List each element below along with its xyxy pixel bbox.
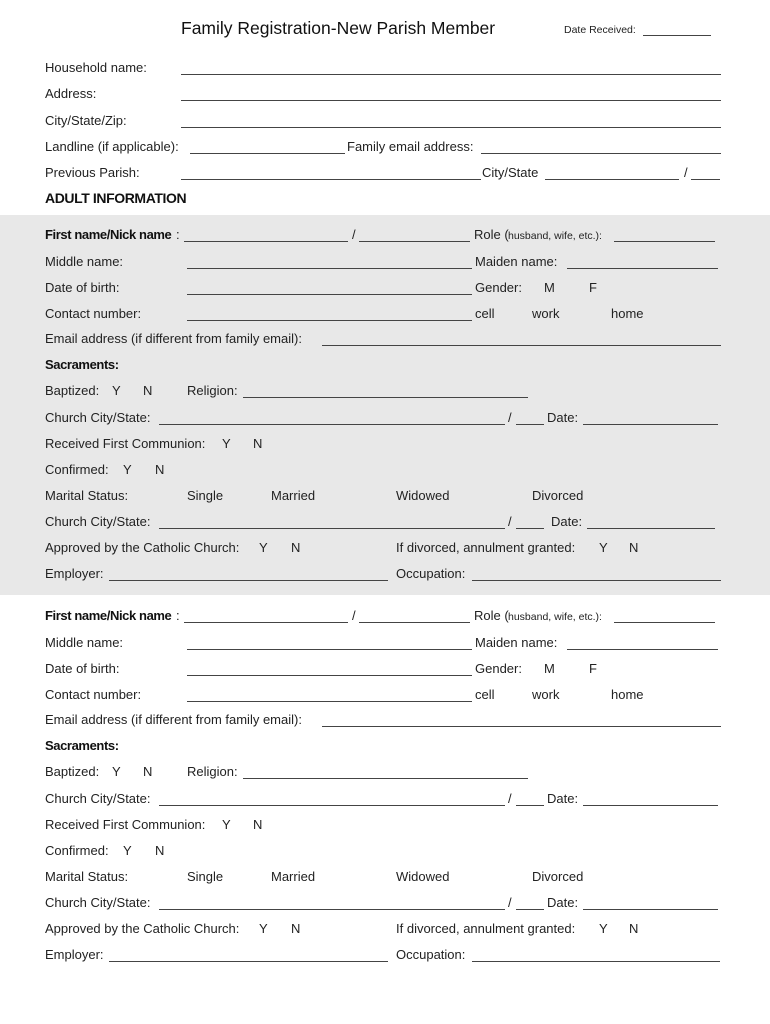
- marital-married-option[interactable]: Married: [271, 869, 316, 884]
- nick-name-field[interactable]: [359, 622, 470, 623]
- marriage-church-city-label: Church City/State:: [45, 514, 151, 529]
- landline-label: Landline (if applicable):: [45, 139, 179, 154]
- date-label: Date:: [551, 514, 583, 529]
- adult-information-heading: ADULT INFORMATION: [45, 190, 187, 206]
- first-communion-label: Received First Communion:: [45, 436, 206, 451]
- marital-divorced-option[interactable]: Divorced: [532, 488, 584, 503]
- approved-label: Approved by the Catholic Church:: [45, 921, 240, 936]
- contact-number-label: Contact number:: [45, 306, 142, 321]
- occupation-field[interactable]: [472, 961, 720, 962]
- role-hint: husband, wife, etc.):: [508, 611, 602, 623]
- baptized-label: Baptized:: [45, 764, 100, 779]
- first-name-label: First name/Nick name: [45, 608, 172, 623]
- gender-m-option[interactable]: M: [544, 661, 555, 676]
- confirmed-n-option[interactable]: N: [155, 462, 165, 477]
- employer-field[interactable]: [109, 961, 388, 962]
- contact-work-option[interactable]: work: [532, 306, 560, 321]
- gender-f-option[interactable]: F: [589, 280, 597, 295]
- dob-label: Date of birth:: [45, 280, 120, 295]
- confirmed-y-option[interactable]: Y: [123, 843, 132, 858]
- marital-married-option[interactable]: Married: [271, 488, 316, 503]
- middle-name-field[interactable]: [187, 649, 472, 650]
- baptized-n-option[interactable]: N: [143, 383, 153, 398]
- date-received-label: Date Received:: [564, 24, 636, 36]
- parish-city-state-label: City/State: [482, 165, 539, 180]
- contact-work-option[interactable]: work: [532, 687, 560, 702]
- address-label: Address:: [45, 86, 97, 101]
- baptism-date-field[interactable]: [583, 805, 718, 806]
- household-label: Household name:: [45, 60, 147, 75]
- sacraments-heading: Sacraments:: [45, 357, 119, 372]
- slash: /: [684, 165, 688, 180]
- dob-field[interactable]: [187, 294, 472, 295]
- marriage-church-city-label: Church City/State:: [45, 895, 151, 910]
- gender-label: Gender:: [475, 280, 522, 295]
- marriage-church-city-field[interactable]: [159, 909, 505, 910]
- marriage-date-field[interactable]: [583, 909, 718, 910]
- annulment-label: If divorced, annulment granted:: [396, 921, 576, 936]
- middle-name-label: Middle name:: [45, 254, 124, 269]
- confirmed-n-option[interactable]: N: [155, 843, 165, 858]
- baptized-y-option[interactable]: Y: [112, 383, 121, 398]
- colon: :: [176, 227, 180, 242]
- annulment-label: If divorced, annulment granted:: [396, 540, 576, 555]
- city-state-zip-label: City/State/Zip:: [45, 113, 127, 128]
- role-field[interactable]: [614, 241, 715, 242]
- role-label: Role (: [474, 227, 509, 242]
- colon: :: [176, 608, 180, 623]
- baptized-label: Baptized:: [45, 383, 100, 398]
- approved-y-option[interactable]: Y: [259, 540, 268, 555]
- approved-y-option[interactable]: Y: [259, 921, 268, 936]
- church-city-field[interactable]: [159, 805, 505, 806]
- occupation-label: Occupation:: [396, 947, 466, 962]
- slash: /: [508, 791, 512, 806]
- religion-label: Religion:: [187, 764, 238, 779]
- gender-f-option[interactable]: F: [589, 661, 597, 676]
- first-name-field[interactable]: [184, 241, 348, 242]
- communion-n-option[interactable]: N: [253, 436, 263, 451]
- role-hint: husband, wife, etc.):: [508, 230, 602, 242]
- date-label: Date:: [547, 895, 579, 910]
- communion-n-option[interactable]: N: [253, 817, 263, 832]
- confirmed-label: Confirmed:: [45, 462, 109, 477]
- contact-home-option[interactable]: home: [611, 687, 644, 702]
- baptized-y-option[interactable]: Y: [112, 764, 121, 779]
- contact-number-label: Contact number:: [45, 687, 142, 702]
- marital-status-label: Marital Status:: [45, 488, 129, 503]
- communion-y-option[interactable]: Y: [222, 817, 231, 832]
- employer-label: Employer:: [45, 947, 104, 962]
- maiden-name-field[interactable]: [567, 268, 718, 269]
- slash: /: [352, 608, 356, 623]
- maiden-name-label: Maiden name:: [475, 635, 558, 650]
- middle-name-label: Middle name:: [45, 635, 124, 650]
- church-city-label: Church City/State:: [45, 791, 151, 806]
- annulment-n-option[interactable]: N: [629, 540, 639, 555]
- date-label: Date:: [547, 791, 579, 806]
- baptized-n-option[interactable]: N: [143, 764, 153, 779]
- approved-label: Approved by the Catholic Church:: [45, 540, 240, 555]
- nick-name-field[interactable]: [359, 241, 470, 242]
- contact-cell-option[interactable]: cell: [475, 306, 495, 321]
- first-name-label: First name/Nick name: [45, 227, 172, 242]
- marital-divorced-option[interactable]: Divorced: [532, 869, 584, 884]
- gender-m-option[interactable]: M: [544, 280, 555, 295]
- slash: /: [508, 895, 512, 910]
- email-label: Email address (if different from family email):: [45, 712, 302, 727]
- church-city-label: Church City/State:: [45, 410, 151, 425]
- adult-block-2: [0, 381, 770, 981]
- middle-name-field[interactable]: [187, 268, 472, 269]
- maiden-name-field[interactable]: [567, 649, 718, 650]
- marital-single-option[interactable]: Single: [187, 869, 224, 884]
- religion-label: Religion:: [187, 383, 238, 398]
- religion-field[interactable]: [243, 778, 528, 779]
- contact-number-field[interactable]: [187, 320, 472, 321]
- church-state-field[interactable]: [516, 805, 544, 806]
- annulment-y-option[interactable]: Y: [599, 921, 608, 936]
- marital-status-label: Marital Status:: [45, 869, 129, 884]
- confirmed-y-option[interactable]: Y: [123, 462, 132, 477]
- role-label: Role (: [474, 608, 509, 623]
- first-communion-label: Received First Communion:: [45, 817, 206, 832]
- employer-label: Employer:: [45, 566, 104, 581]
- sacraments-heading: Sacraments:: [45, 738, 119, 753]
- marriage-church-state-field[interactable]: [516, 909, 544, 910]
- role-field[interactable]: [614, 622, 715, 623]
- approved-n-option[interactable]: N: [291, 921, 301, 936]
- gender-label: Gender:: [475, 661, 522, 676]
- first-name-field[interactable]: [184, 622, 348, 623]
- contact-number-field[interactable]: [187, 701, 472, 702]
- contact-cell-option[interactable]: cell: [475, 687, 495, 702]
- occupation-label: Occupation:: [396, 566, 466, 581]
- marital-widowed-option[interactable]: Widowed: [396, 488, 450, 503]
- confirmed-label: Confirmed:: [45, 843, 109, 858]
- email-label: Email address (if different from family email):: [45, 331, 302, 346]
- marital-single-option[interactable]: Single: [187, 488, 224, 503]
- slash: /: [352, 227, 356, 242]
- dob-label: Date of birth:: [45, 661, 120, 676]
- approved-n-option[interactable]: N: [291, 540, 301, 555]
- contact-home-option[interactable]: home: [611, 306, 644, 321]
- marital-widowed-option[interactable]: Widowed: [396, 869, 450, 884]
- maiden-name-label: Maiden name:: [475, 254, 558, 269]
- slash: /: [508, 514, 512, 529]
- previous-parish-label: Previous Parish:: [45, 165, 140, 180]
- slash: /: [508, 410, 512, 425]
- annulment-y-option[interactable]: Y: [599, 540, 608, 555]
- email-field[interactable]: [322, 726, 721, 727]
- dob-field[interactable]: [187, 675, 472, 676]
- form-title: Family Registration-New Parish Member: [181, 18, 496, 38]
- email-field[interactable]: [322, 345, 721, 346]
- annulment-n-option[interactable]: N: [629, 921, 639, 936]
- communion-y-option[interactable]: Y: [222, 436, 231, 451]
- date-label: Date:: [547, 410, 579, 425]
- family-email-label: Family email address:: [347, 139, 474, 154]
